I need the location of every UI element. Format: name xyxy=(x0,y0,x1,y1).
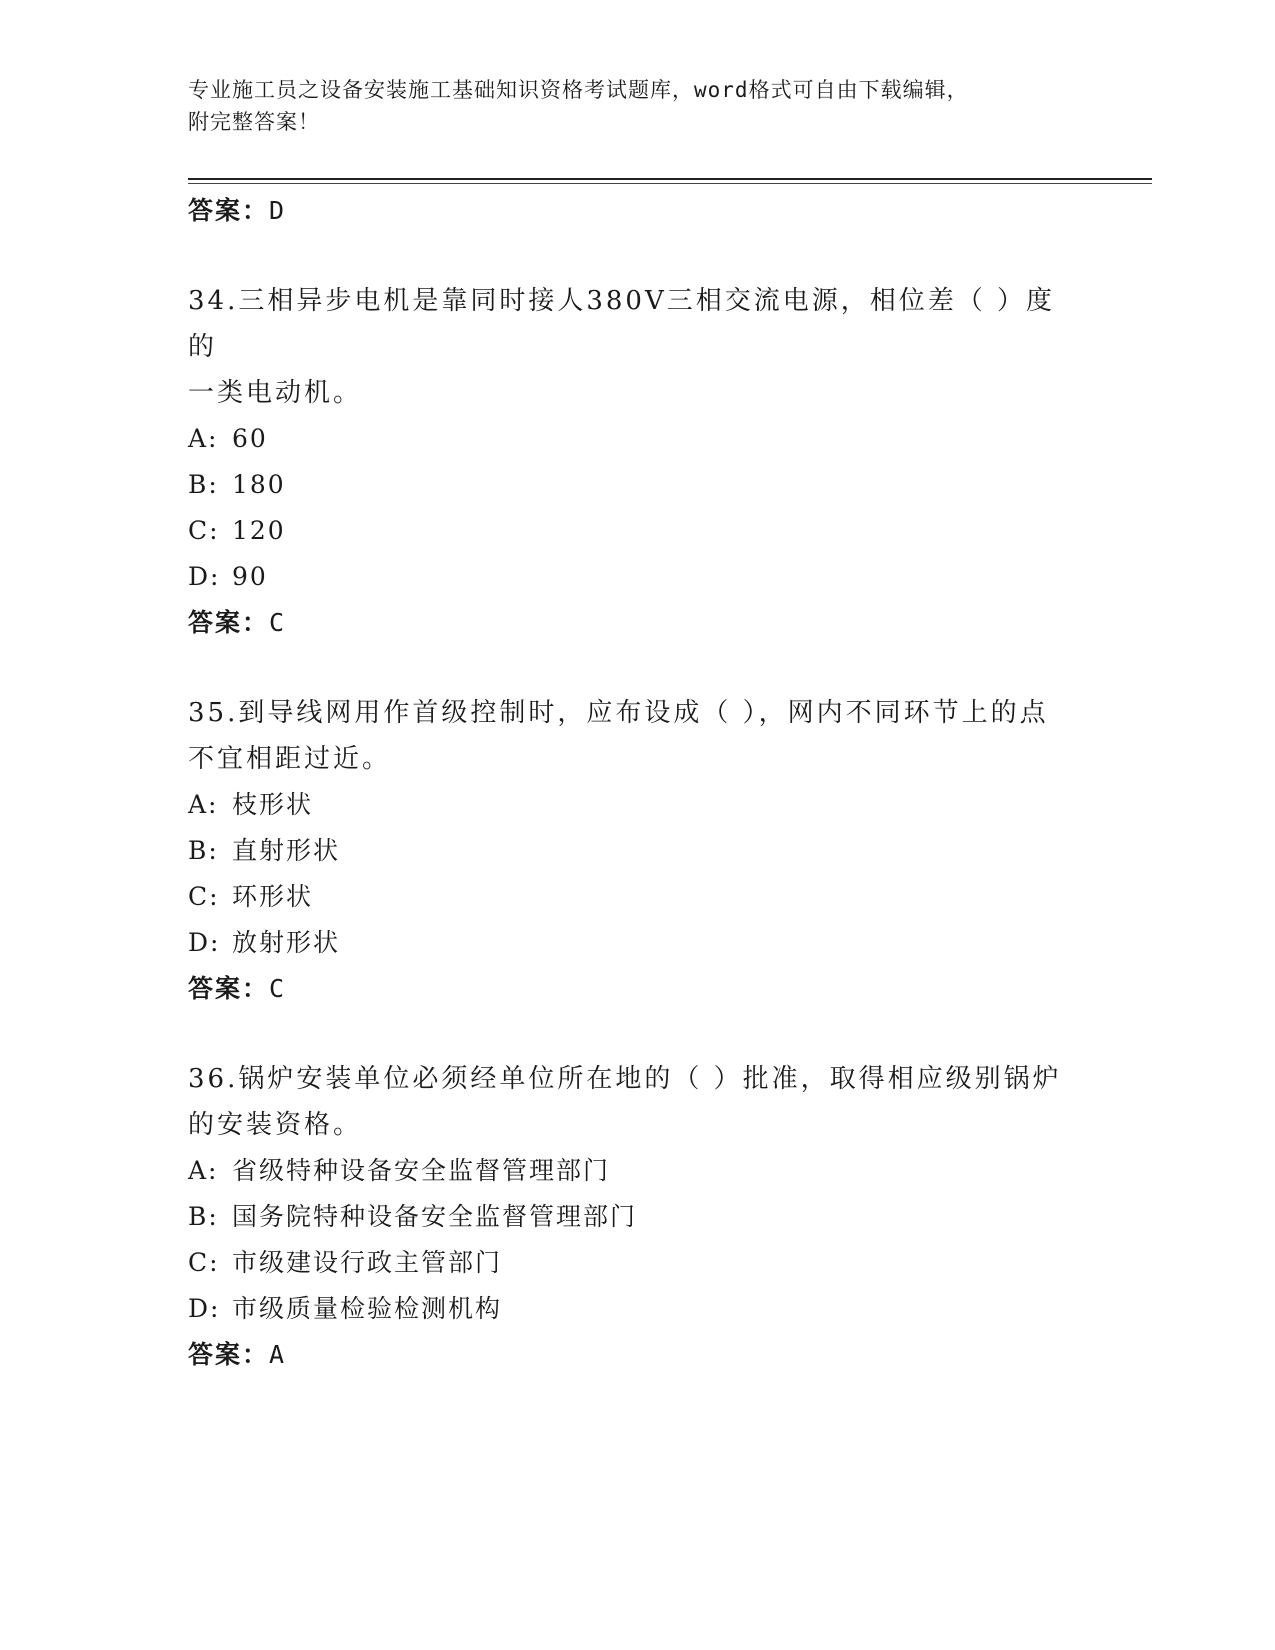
question-list xyxy=(188,188,1088,1378)
answer-label: 答案： xyxy=(188,196,270,225)
option-text: 环形状 xyxy=(232,882,314,911)
option-text: 放射形状 xyxy=(232,928,341,957)
option-text: 省级特种设备安全监督管理部门 xyxy=(232,1156,611,1185)
question-line-2: 的安装资格。 xyxy=(188,1110,363,1140)
option-d xyxy=(188,920,1088,966)
header-line-2: 附完整答案！ xyxy=(188,110,320,134)
option-key: D: xyxy=(188,1294,221,1323)
option-text: 180 xyxy=(232,470,286,499)
option-a xyxy=(188,416,1088,462)
option-key: C: xyxy=(188,882,220,911)
option-key: A: xyxy=(188,1156,219,1185)
option-key: C: xyxy=(188,1248,220,1277)
question-line-1: 36.锅炉安装单位必须经单位所在地的（ ）批准，取得相应级别锅炉 xyxy=(188,1064,1062,1094)
question-text xyxy=(188,278,1068,416)
document-header xyxy=(188,74,1068,138)
option-key: B: xyxy=(188,836,219,865)
option-key: D: xyxy=(188,562,221,591)
question-line-1: 35.到导线网用作首级控制时，应布设成（ ），网内不同环节上的点 xyxy=(188,698,1049,728)
question-block-35 xyxy=(188,690,1088,1012)
answer-value: C xyxy=(269,974,287,1003)
answer-label: 答案： xyxy=(188,974,270,1003)
answer-line-prev xyxy=(188,188,1088,234)
question-text xyxy=(188,690,1068,782)
option-text: 市级建设行政主管部门 xyxy=(232,1248,503,1277)
answer-value: C xyxy=(269,608,287,637)
answer-line xyxy=(188,966,1088,1012)
option-b xyxy=(188,462,1088,508)
question-text xyxy=(188,1056,1068,1148)
question-block-36 xyxy=(188,1056,1088,1378)
option-b xyxy=(188,828,1088,874)
option-a xyxy=(188,782,1088,828)
option-key: A: xyxy=(188,790,219,819)
option-key: A: xyxy=(188,424,219,453)
option-c xyxy=(188,874,1088,920)
answer-line xyxy=(188,1332,1088,1378)
option-key: B: xyxy=(188,1202,219,1231)
answer-label: 答案： xyxy=(188,1340,270,1369)
answer-value: D xyxy=(269,196,287,225)
option-d xyxy=(188,554,1088,600)
question-line-2: 一类电动机。 xyxy=(188,378,363,408)
question-line-2: 不宜相距过近。 xyxy=(188,744,392,774)
option-a xyxy=(188,1148,1088,1194)
option-key: B: xyxy=(188,470,219,499)
answer-line xyxy=(188,600,1088,646)
option-key: D: xyxy=(188,928,221,957)
answer-value: A xyxy=(269,1340,287,1369)
header-divider-thin xyxy=(188,183,1152,184)
option-text: 枝形状 xyxy=(232,790,314,819)
option-text: 直射形状 xyxy=(232,836,341,865)
question-line-1: 34.三相异步电机是靠同时接人380V三相交流电源，相位差（ ）度的 xyxy=(188,286,1056,362)
header-divider-thick xyxy=(188,178,1152,180)
question-block-34 xyxy=(188,278,1088,646)
option-b xyxy=(188,1194,1088,1240)
option-c xyxy=(188,508,1088,554)
option-text: 60 xyxy=(232,424,268,453)
option-text: 市级质量检验检测机构 xyxy=(232,1294,503,1323)
option-key: C: xyxy=(188,516,220,545)
option-text: 120 xyxy=(232,516,286,545)
header-line-1: 专业施工员之设备安装施工基础知识资格考试题库，word格式可自由下载编辑， xyxy=(188,78,969,102)
option-c xyxy=(188,1240,1088,1286)
answer-label: 答案： xyxy=(188,608,270,637)
option-text: 国务院特种设备安全监督管理部门 xyxy=(232,1202,638,1231)
option-text: 90 xyxy=(232,562,268,591)
option-d xyxy=(188,1286,1088,1332)
